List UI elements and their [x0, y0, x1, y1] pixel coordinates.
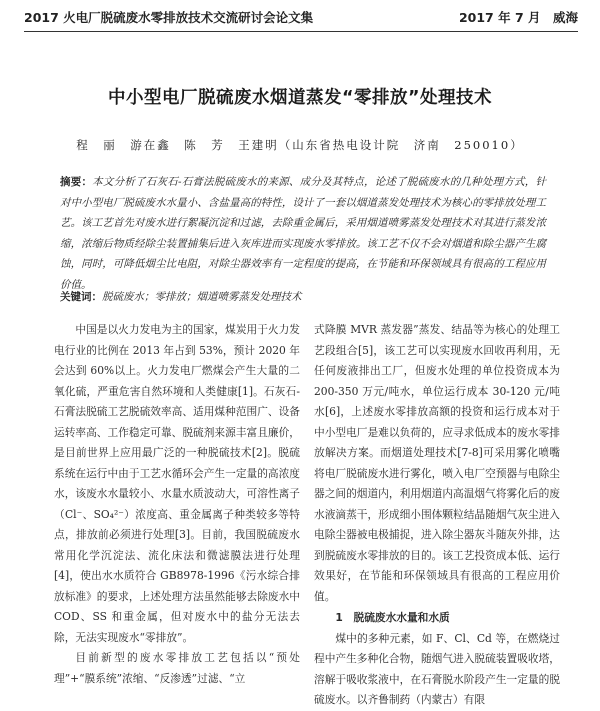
right-column: [314, 320, 560, 711]
abstract-label: 摘要：: [60, 176, 93, 188]
abstract: [60, 172, 546, 295]
body-paragraph: 目前新型的废水零排放工艺包括以“预处理”+“膜系统”浓缩、“反渗透”过滤、“立: [54, 651, 300, 685]
paper-title: 中小型电厂脱硫废水烟道蒸发“零排放”处理技术: [107, 88, 492, 108]
date-place: 2017 年 7 月 威海: [458, 10, 578, 25]
keywords-label: 关键词：: [60, 291, 102, 303]
left-column: [54, 320, 300, 689]
section-heading: 1 脱硫废水水量和水质: [335, 611, 450, 624]
header-rule: [24, 31, 578, 32]
body-paragraph: 中国是以火力发电为主的国家，煤炭用于火力发电行业的比例在 2013 年占到 53%，预计 2020 年会达到 60%以上。火力发电厂燃煤会产生大量的二氧化硫，严重危害自然环境和人类健康[1]。石灰石-石膏法脱硫工艺脱硫效率高、适用煤种范围广、设备运转率高、工作稳定可靠、脱硫剂来源丰富且廉价，是目前世界上应用最广泛的一种脱硫技术[2]。脱硫系统在运行中由于工艺水循环会产生一定量的高浓度水，该废水水量较小、水量水质波动大，可溶性离子（Cl⁻、SO₄²⁻）浓度高、重金属离子种类较多等特点，排放前必须进行处理[3]。目前，我国脱硫废水常用化学沉淀法、流化床法和微滤膜法进行处理[4]，使出水水质符合 GB8978-1996《污水综合排放标准》的要求，上述处理方法虽然能够去除废水中 COD、SS 和重金属，但对废水中的盐分无法去除，无法实现废水“零排放”。: [54, 323, 300, 644]
abstract-text: 本文分析了石灰石-石膏法脱硫废水的来源、成分及其特点，论述了脱硫废水的几种处理方式，针对中小型电厂脱硫废水水量小、含盐量高的特性，设计了一套以烟道蒸发处理技术为核心的零排放处理工艺。该工艺首先对废水进行絮凝沉淀和过滤，去除重金属后，采用烟道喷雾蒸发处理技术对其进行蒸发浓缩，浓缩后物质经除尘装置捕集后进入灰库进而实现废水零排放。该工艺不仅不会对烟道和除尘器产生腐蚀，同时，可降低烟尘比电阻，对除尘器效率有一定程度的提高，在节能和环保领域具有很高的工程应用价值。: [60, 176, 547, 291]
body-paragraph: 煤中的多种元素，如 F、Cl、Cd 等，在燃烧过程中产生多种化合物，随烟气进入脱硫装置吸收塔，溶解于吸收浆液中，在石膏脱水阶段产生一定量的脱硫废水。以齐鲁制药（内蒙古）有限: [314, 631, 560, 706]
running-header: [24, 8, 578, 26]
body-paragraph: 式降膜 MVR 蒸发器”蒸发、结晶等为核心的处理工艺段组合[5]，该工艺可以实现废水回收再利用，无任何废液排出工厂，但废水处理的单位投资成本为 200-350 万元/吨水，单位运行成本 30-120 元/吨水[6]，上述废水零排放高额的投资和运行成本对于中小型电厂是难以负荷的，应寻求低成本的废水零排放解决方案。而烟道处理技术[7-8]可采用雾化喷嘴将电厂脱硫废水进行雾化，喷入电厂空预器与电除尘器之间的烟道内，利用烟道内高温烟气将雾化后的废水液滴蒸干，形成细小围体颗粒结晶随烟气灰尘进入电除尘器被电极捕捉，进入除尘器灰斗随灰外排，达到脱硫废水零排放的目的。该工艺投资成本低、运行效果好，在节能和环保领域具有很高的工程应用价值。: [314, 323, 560, 603]
authors-affiliation: 程 丽 游在鑫 陈 芳 王建明（山东省热电设计院 济南 250010）: [76, 138, 524, 152]
keywords-text: 脱硫废水；零排放；烟道喷雾蒸发处理技术: [102, 291, 302, 303]
keywords: [60, 287, 546, 307]
journal-name: 2017 火电厂脱硫废水零排放技术交流研讨会论文集: [24, 10, 314, 25]
